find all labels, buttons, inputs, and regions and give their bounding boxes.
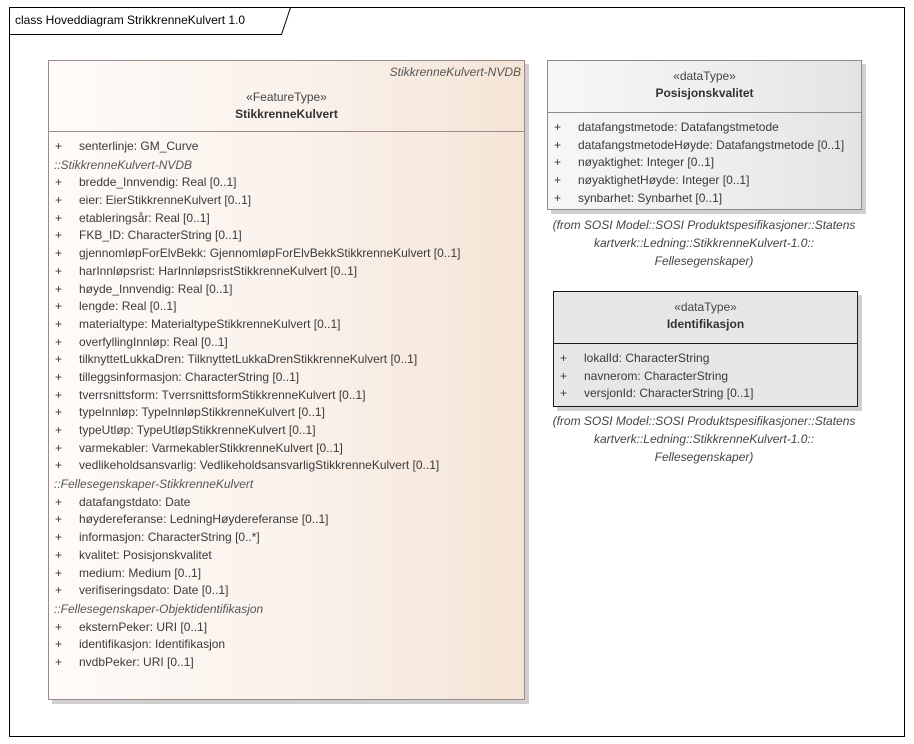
visibility-marker: + [55,530,63,545]
attribute-row[interactable] [54,138,524,156]
visibility-marker: + [55,352,63,367]
attribute-row[interactable] [54,192,524,210]
class-stikkrennekulvert[interactable] [48,60,525,700]
attribute-text: etableringsår: Real [0..1] [79,210,210,225]
attribute-row[interactable] [54,298,524,316]
attribute-row[interactable] [54,529,524,547]
attribute-text: kvalitet: Posisjonskvalitet [79,547,212,562]
section-label: ::StikkrenneKulvert-NVDB [54,157,193,172]
attribute-row[interactable] [54,582,524,600]
attribute-row[interactable] [559,385,857,403]
visibility-marker: + [554,120,562,134]
attribute-row[interactable] [553,119,861,137]
attribute-text: verifiseringsdato: Date [0..1] [79,583,229,598]
attribute-text: materialtype: MaterialtypeStikkrenneKulvert [0..1] [79,316,341,331]
attribute-text: harInnløpsrist: HarInnløpsristStikkrenneKulvert [0..1] [79,263,358,278]
visibility-marker: + [55,654,63,669]
attribute-compartment [548,113,861,207]
visibility-marker: + [55,512,63,527]
attribute-text: bredde_Innvendig: Real [0..1] [79,175,237,190]
visibility-marker: + [55,637,63,652]
attribute-row[interactable] [54,565,524,583]
origin-line: (from SOSI Model::SOSI Produktspesifikasjoner::Statens [552,218,856,232]
attribute-text: varmekabler: VarmekablerStikkrenneKulvert [0..1] [79,440,343,455]
attribute-row[interactable] [54,422,524,440]
visibility-marker: + [554,190,562,205]
diagram-title: class Hoveddiagram StrikkrenneKulvert 1.0 [15,13,246,27]
attribute-row[interactable] [54,281,524,299]
visibility-marker: + [55,494,63,509]
attribute-text: vedlikeholdsansvarlig: VedlikeholdsansvarligStikkrenneKulvert [0..1] [79,458,440,473]
attribute-text: informasjon: CharacterString [0..*] [79,530,260,545]
visibility-marker: + [55,440,63,455]
attribute-text: typeUtløp: TypeUtløpStikkrenneKulvert [0..1] [79,423,316,437]
visibility-marker: + [560,351,568,365]
visibility-marker: + [554,155,562,170]
class-identifikasjon[interactable] [553,291,858,407]
class-name: StikkrenneKulvert [235,107,338,121]
visibility-marker: + [55,405,63,420]
attribute-row[interactable] [54,263,524,281]
origin-line: kartverk::Ledning::StikkrenneKulvert-1.0:: [593,236,815,250]
class-name: Posisjonskvalitet [655,86,754,100]
visibility-marker: + [55,619,63,634]
attribute-row[interactable] [54,404,524,422]
attribute-row[interactable] [54,316,524,334]
attribute-text: senterlinje: GM_Curve [79,139,199,153]
visibility-marker: + [55,299,63,314]
visibility-marker: + [55,423,63,437]
visibility-marker: + [55,281,63,296]
visibility-marker: + [55,210,63,225]
attribute-row[interactable] [54,351,524,369]
visibility-marker: + [55,565,63,580]
class-body [48,60,525,700]
visibility-marker: + [55,458,63,473]
visibility-marker: + [554,173,562,188]
attribute-row[interactable] [54,636,524,654]
attribute-text: identifikasjon: Identifikasjon [79,637,226,652]
diagram-title-tab [9,7,290,34]
visibility-marker: + [55,316,63,331]
attribute-text: lengde: Real [0..1] [79,299,177,314]
attribute-row[interactable] [559,350,857,368]
visibility-marker: + [55,175,63,190]
attribute-row[interactable] [553,137,861,155]
attribute-text: nvdbPeker: URI [0..1] [79,654,194,669]
attribute-text: høydereferanse: LedningHøydereferanse [0..1] [79,512,329,527]
origin-line: Fellesegenskaper) [654,254,754,268]
visibility-marker: + [55,246,63,261]
visibility-marker: + [55,387,63,402]
attribute-text: overfyllingInnløp: Real [0..1] [79,334,228,349]
class-posisjonskvalitet[interactable] [547,60,862,210]
visibility-marker: + [55,334,63,349]
attribute-row[interactable] [54,210,524,228]
visibility-marker: + [55,228,63,243]
attribute-text: navnerom: CharacterString [584,368,729,383]
origin-line: kartverk::Ledning::StikkrenneKulvert-1.0:: [593,432,815,446]
attribute-row[interactable] [54,174,524,192]
attribute-text: nøyaktighetHøyde: Integer [0..1] [578,173,750,188]
attribute-text: tilknyttetLukkaDren: TilknyttetLukkaDrenStikkrenneKulvert [0..1] [79,352,418,367]
attribute-compartment [49,132,524,672]
attribute-row[interactable] [553,190,861,208]
attribute-text: datafangstdato: Date [79,494,191,509]
attribute-row[interactable] [54,387,524,405]
origin-line: Fellesegenskaper) [654,450,754,464]
visibility-marker: + [55,193,63,208]
attribute-text: tverrsnittsform: TverrsnittsformStikkrenneKulvert [0..1] [79,387,366,402]
attribute-row[interactable] [54,227,524,245]
stereotype-label: «dataType» [673,69,736,83]
attribute-text: høyde_Innvendig: Real [0..1] [79,281,233,296]
attribute-row[interactable] [54,654,524,672]
attribute-row[interactable] [54,245,524,263]
attribute-compartment [554,344,857,403]
attribute-text: FKB_ID: CharacterString [0..1] [79,228,242,243]
attribute-text: tilleggsinformasjon: CharacterString [0..1] [79,369,300,384]
origin-line: (from SOSI Model::SOSI Produktspesifikasjoner::Statens [552,414,856,428]
attribute-text: typeInnløp: TypeInnløpStikkrenneKulvert [0..1] [79,405,325,420]
section-label: ::Fellesegenskaper-StikkrenneKulvert [54,477,254,492]
attribute-text: medium: Medium [0..1] [79,565,202,580]
attribute-text: datafangstmetode: Datafangstmetode [578,120,779,134]
class-body [547,60,862,210]
stereotype-label: «dataType» [674,300,737,314]
attribute-text: gjennomløpForElvBekk: GjennomløpForElvBekkStikkrenneKulvert [0..1] [79,246,461,261]
package-origin-note [540,216,868,270]
attribute-row[interactable] [54,369,524,387]
attribute-row[interactable] [559,368,857,386]
visibility-marker: + [554,137,562,152]
attribute-row[interactable] [54,457,524,475]
attribute-text: versjonId: CharacterString [0..1] [584,386,754,401]
stereotype-label: «FeatureType» [246,90,327,104]
attribute-text: eier: EierStikkrenneKulvert [0..1] [79,193,252,208]
attribute-text: eksternPeker: URI [0..1] [79,619,208,634]
attribute-row[interactable] [54,334,524,352]
package-label: StikkrenneKulvert-NVDB [389,65,521,79]
attribute-row[interactable] [54,511,524,529]
attribute-row[interactable] [54,440,524,458]
attribute-row[interactable] [54,619,524,637]
attribute-text: nøyaktighet: Integer [0..1] [578,155,715,170]
package-origin-note [540,412,868,466]
class-header [548,61,861,113]
attribute-row[interactable] [553,154,861,172]
visibility-marker: + [55,369,63,384]
attribute-row[interactable] [54,547,524,565]
attribute-row[interactable] [553,172,861,190]
visibility-marker: + [55,139,63,153]
attribute-text: lokalId: CharacterString [584,351,710,365]
attribute-text: datafangstmetodeHøyde: Datafangstmetode [0..1] [578,137,845,152]
class-name: Identifikasjon [666,317,745,331]
visibility-marker: + [560,368,568,383]
section-label: ::Fellesegenskaper-Objektidentifikasjon [54,601,264,616]
class-header [49,61,524,132]
visibility-marker: + [560,386,568,401]
class-body [553,291,858,407]
attribute-row[interactable] [54,494,524,512]
visibility-marker: + [55,583,63,598]
attribute-text: synbarhet: Synbarhet [0..1] [578,190,723,205]
class-header [554,292,857,344]
visibility-marker: + [55,547,63,562]
visibility-marker: + [55,263,63,278]
